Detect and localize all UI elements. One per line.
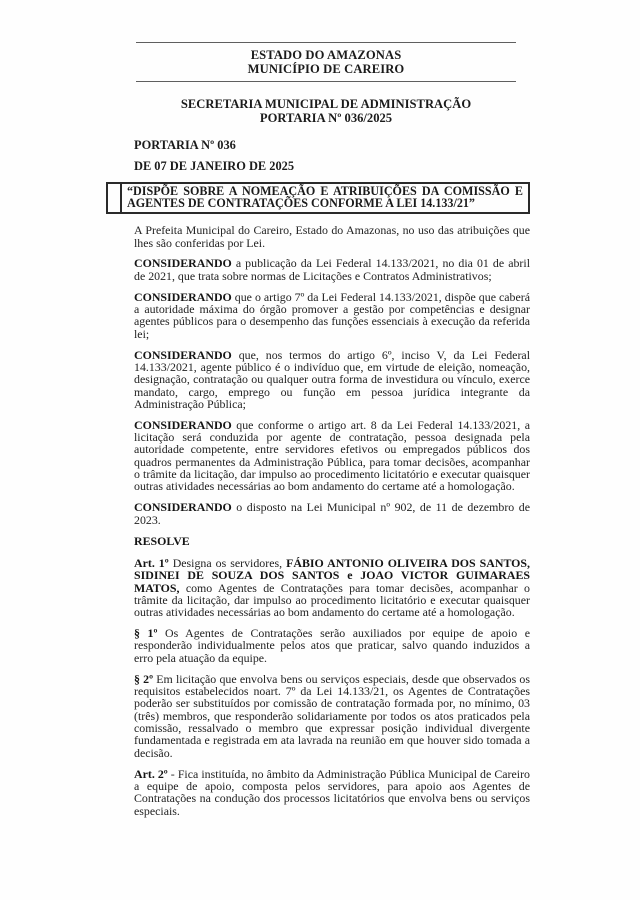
paragraph-considerando-2 bbox=[134, 291, 530, 340]
bold-run: Art. 1º bbox=[134, 555, 169, 570]
subject-box bbox=[106, 182, 530, 215]
text-run: Os Agentes de Contratações serão auxiliados por equipe de apoio e responderão individualmente pelos atos que praticar, salvo quando induzidos a erro pela atuação da equipe. bbox=[134, 626, 530, 665]
text-run: a publicação da Lei Federal 14.133/2021, no dia 01 de abril de 2021, que trata sobre normas de Licitações e Contratos Administrativos; bbox=[134, 256, 530, 283]
letterhead-rule-bottom bbox=[136, 81, 516, 82]
text-run: o disposto na Lei Municipal nº 902, de 11 de dezembro de 2023. bbox=[134, 500, 530, 527]
paragraph-art-2 bbox=[134, 768, 530, 817]
text-run: como Agentes de Contratações para tomar decisões, acompanhar o trâmite da licitação, dar impulso ao procedimento licitatório e executar quaisquer outras atividades necessárias ao bom andamento do certame até a homologação. bbox=[134, 580, 530, 620]
text-run: que, nos termos do artigo 6º, inciso V, da Lei Federal 14.133/2021, agente público é o indivíduo que, em virtude de eleição, nomeação, designação, contratação ou qualquer outra forma de investidura ou vínculo, exerce mandato, cargo, emprego ou função em pessoa jurídica integrante da Administração Pública; bbox=[134, 347, 530, 411]
department-name: SECRETARIA MUNICIPAL DE ADMINISTRAÇÃO bbox=[180, 97, 472, 111]
bold-run: CONSIDERANDO bbox=[134, 289, 232, 304]
paragraph-considerando-5 bbox=[134, 501, 530, 526]
department-portaria-number: PORTARIA Nº 036/2025 bbox=[259, 111, 393, 125]
text-run: Designa os servidores, bbox=[168, 555, 287, 570]
letterhead-title bbox=[136, 43, 516, 81]
bold-run: § 1º bbox=[134, 626, 158, 641]
bold-run: CONSIDERANDO bbox=[134, 417, 232, 432]
paragraph-art-1 bbox=[134, 557, 530, 619]
paragraph-section-1 bbox=[134, 627, 530, 664]
subject-text: “DISPÕE SOBRE A NOMEAÇÃO E ATRIBUIÇÕES DA COMISSÃO E AGENTES DE CONTRATAÇÕES CONFORME A LEI 14.133/21” bbox=[127, 183, 523, 211]
state-name: ESTADO DO AMAZONAS bbox=[250, 48, 402, 62]
bold-run: RESOLVE bbox=[134, 533, 190, 548]
bold-run: CONSIDERANDO bbox=[134, 500, 232, 515]
department-heading bbox=[136, 97, 516, 125]
resolve-heading bbox=[134, 535, 530, 547]
paragraph-section-2 bbox=[134, 673, 530, 759]
paragraph-considerando-4 bbox=[134, 419, 530, 493]
bold-run: CONSIDERANDO bbox=[134, 347, 232, 362]
text-run: Em licitação que envolva bens ou serviços especiais, desde que observados os requisitos estabelecidos noart. 7º da Lei 14.133/21, os Agentes de Contratações poderão ser substituídos por comissão de contratação formada por, no mínimo, 03 (três) membros, que responderão solidariamente por todos os atos praticados pela comissão, ressalvado o membro que expressar posição individual divergente fundamentada e registrada em ata lavrada na reunião em que houver sido tomada a decisão. bbox=[134, 671, 530, 760]
portaria-date-line: DE 07 DE JANEIRO DE 2025 bbox=[134, 159, 295, 174]
text-run: - Fica instituída, no âmbito da Administração Pública Municipal de Careiro a equipe de apoio, composta pelos servidores, para apoio aos Agentes de Contratações na condução dos processos licitatórios que envolva bens ou serviços especiais. bbox=[134, 766, 531, 818]
text-run: que conforme o artigo art. 8 da Lei Federal 14.133/2021, a licitação será conduzida por agente de contratação, pessoa designada pela autoridade competente, entre servidores efetivos ou empregados públicos dos quadros permanentes da Administração Pública, para tomar decisões, acompanhar o trâmite da licitação, dar impulso ao procedimento licitatório e executar quaisquer outras atividades necessárias ao bom andamento do certame até a homologação. bbox=[134, 417, 530, 494]
paragraph-preamble bbox=[134, 224, 530, 249]
municipality-name: MUNICÍPIO DE CAREIRO bbox=[247, 62, 405, 76]
bold-run: CONSIDERANDO bbox=[134, 256, 232, 271]
letterhead bbox=[136, 42, 516, 125]
subject-box-stub bbox=[108, 184, 122, 213]
paragraph-considerando-3 bbox=[134, 349, 530, 411]
bold-run: § 2º bbox=[134, 671, 154, 686]
paragraph-considerando-1 bbox=[134, 257, 530, 282]
portaria-number-line: PORTARIA Nº 036 bbox=[134, 138, 236, 152]
text-run: A Prefeita Municipal do Careiro, Estado do Amazonas, no uso das atribuições que lhes são conferidas por Lei. bbox=[134, 223, 530, 250]
document-body bbox=[127, 138, 531, 818]
bold-run: FÁBIO ANTONIO OLIVEIRA DOS SANTOS, SIDINEI DE SOUZA DOS SANTOS e JOAO VICTOR GUIMARAES MATOS, bbox=[134, 555, 530, 595]
text-run: que o artigo 7º da Lei Federal 14.133/2021, dispõe que caberá a autoridade máxima do órgão promover a gestão por competências e designar agentes públicos para o desempenho das funções essenciais à execução da referida lei; bbox=[134, 289, 530, 341]
bold-run: Art. 2º bbox=[134, 766, 168, 781]
